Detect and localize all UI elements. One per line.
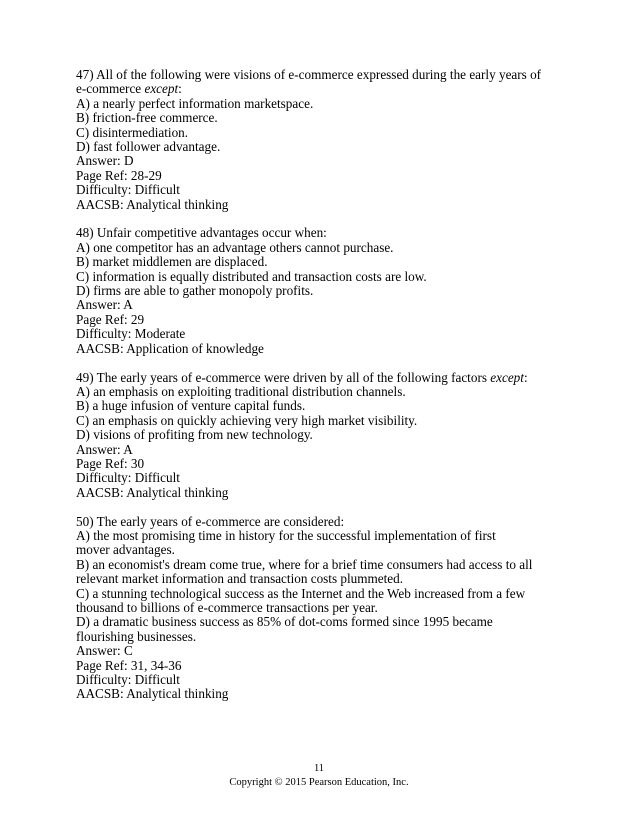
option-c: C) an emphasis on quickly achieving very high market visibility.: [76, 412, 418, 428]
aacsb: AACSB: Application of knowledge: [76, 340, 264, 356]
document-body: [76, 68, 568, 716]
option-a: A) an emphasis on exploiting traditional distribution channels.: [76, 383, 406, 399]
page-ref: Page Ref: 29: [76, 311, 145, 327]
option-a: A) one competitor has an advantage others cannot purchase.: [76, 239, 394, 255]
option-b: B) friction-free commerce.: [76, 110, 218, 126]
question-48: [76, 226, 568, 356]
stem-emphasis: except: [144, 81, 179, 97]
question-47: [76, 68, 568, 212]
difficulty: Difficulty: Moderate: [76, 326, 186, 342]
answer: Answer: D: [76, 153, 134, 169]
option-b: B) an economist's dream come true, where for a brief time consumers had access to all relevant market information and transaction costs plummeted.: [76, 556, 533, 587]
answer: Answer: C: [76, 643, 133, 659]
option-a: A) the most promising time in history for the successful implementation of first mover advantages.: [76, 527, 496, 558]
stem-emphasis: except: [490, 369, 524, 385]
question-stem: [76, 68, 546, 97]
option-d: D) visions of profiting from new technology.: [76, 427, 313, 443]
option-b: B) a huge infusion of venture capital funds.: [76, 398, 306, 414]
aacsb: AACSB: Analytical thinking: [76, 196, 229, 212]
page-number: 11: [313, 763, 325, 774]
question-stem: [76, 371, 568, 385]
stem-text: 47) All of the following were visions of e-commerce expressed during the early years of e-commerce: [76, 67, 542, 97]
page-ref: Page Ref: 30: [76, 455, 145, 471]
question-49: [76, 371, 568, 501]
copyright-notice: Copyright © 2015 Pearson Education, Inc.: [229, 777, 409, 788]
question-50: [76, 515, 568, 702]
page-ref: Page Ref: 31, 34-36: [76, 657, 182, 673]
option-d: D) firms are able to gather monopoly profits.: [76, 283, 314, 299]
stem-text: 49) The early years of e-commerce were driven by all of the following factors: [76, 369, 491, 385]
question-stem: 50) The early years of e-commerce are considered:: [76, 513, 345, 529]
option-d: D) fast follower advantage.: [76, 139, 221, 155]
difficulty: Difficulty: Difficult: [76, 470, 180, 486]
page-ref: Page Ref: 28-29: [76, 167, 162, 183]
difficulty: Difficulty: Difficult: [76, 672, 180, 688]
option-c: C) disintermediation.: [76, 124, 189, 140]
option-d: D) a dramatic business success as 85% of dot-coms formed since 1995 became flourishing businesses.: [76, 614, 493, 644]
stem-end: :: [178, 81, 182, 97]
difficulty: Difficulty: Difficult: [76, 182, 180, 198]
option-b: B) market middlemen are displaced.: [76, 254, 268, 270]
aacsb: AACSB: Analytical thinking: [76, 484, 229, 500]
stem-end: :: [523, 369, 528, 385]
option-a: A) a nearly perfect information marketspace.: [76, 95, 314, 111]
question-stem: 48) Unfair competitive advantages occur when:: [76, 225, 327, 241]
aacsb: AACSB: Analytical thinking: [76, 686, 229, 702]
answer: Answer: A: [76, 441, 133, 457]
option-c: C) information is equally distributed and transaction costs are low.: [76, 268, 427, 284]
option-c: C) a stunning technological success as the Internet and the Web increased from a few thousand to billions of e-commerce transactions per year.: [76, 585, 526, 615]
answer: Answer: A: [76, 297, 133, 313]
